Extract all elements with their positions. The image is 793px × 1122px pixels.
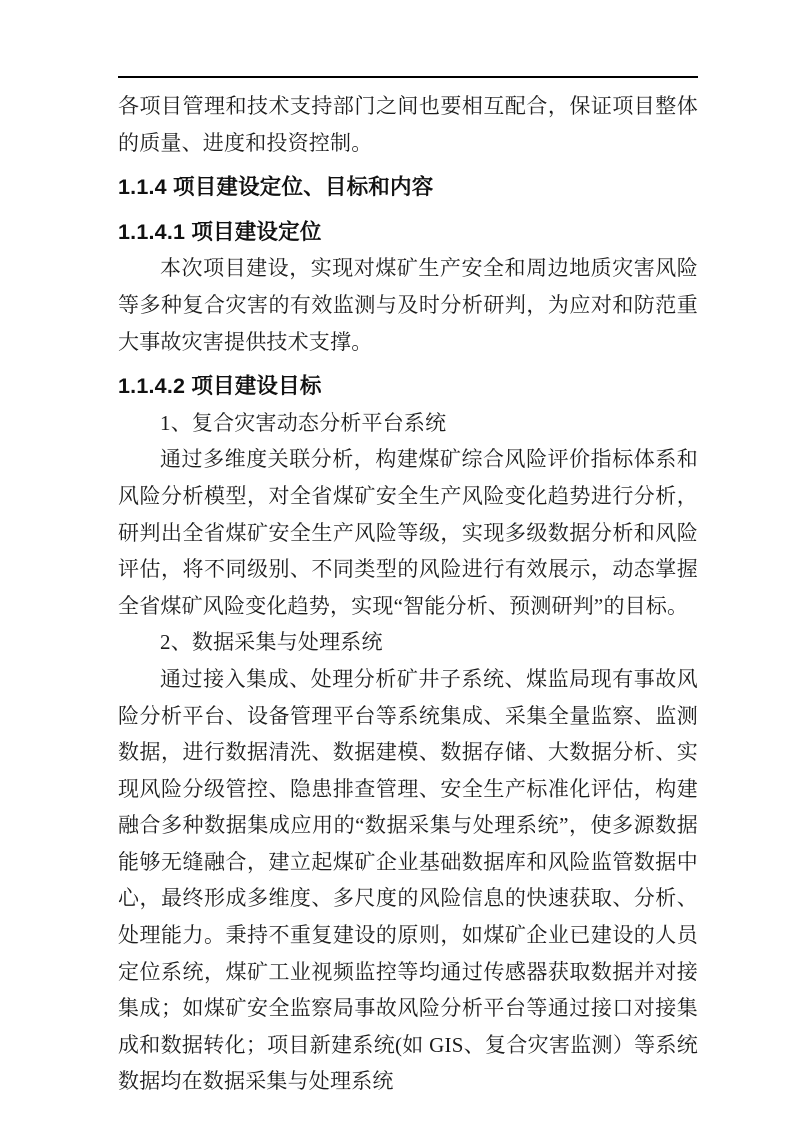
- list-item-2-title: 2、数据采集与处理系统: [160, 630, 383, 655]
- paragraph-goal-1-detail: 通过多维度关联分析，构建煤矿综合风险评价指标体系和风险分析模型，对全省煤矿安全生产风险变化趋势进行分析，研判出全省煤矿安全生产风险等级，实现多级数据分析和风险评估，将不同级别、不同类型的风险进行有效展示，动态掌握全省煤矿风险变化趋势，实现“智能分析、预测研判”的目标。: [118, 447, 698, 618]
- header-divider-rule: [118, 76, 698, 78]
- heading-1-1-4-2: 1.1.4.2 项目建设目标: [118, 374, 322, 399]
- paragraph-project-positioning: 本次项目建设，实现对煤矿生产安全和周边地质灾害风险等多种复合灾害的有效监测与及时分析研判，为应对和防范重大事故灾害提供技术支撑。: [118, 256, 698, 354]
- paragraph-continuation: 各项目管理和技术支持部门之间也要相互配合，保证项目整体的质量、进度和投资控制。: [118, 94, 698, 155]
- heading-1-1-4: 1.1.4 项目建设定位、目标和内容: [118, 175, 434, 200]
- list-item-1-title: 1、复合灾害动态分析平台系统: [160, 410, 447, 435]
- page-content: [118, 88, 698, 1100]
- heading-1-1-4-1: 1.1.4.1 项目建设定位: [118, 219, 322, 244]
- paragraph-goal-2-detail: 通过接入集成、处理分析矿井子系统、煤监局现有事故风险分析平台、设备管理平台等系统集成、采集全量监察、监测数据，进行数据清洗、数据建模、数据存储、大数据分析、实现风险分级管控、隐患排查管理、安全生产标准化评估，构建融合多种数据集成应用的“数据采集与处理系统”，使多源数据能够无缝融合，建立起煤矿企业基础数据库和风险监管数据中心，最终形成多维度、多尺度的风险信息的快速获取、分析、处理能力。秉持不重复建设的原则，如煤矿企业已建设的人员定位系统，煤矿工业视频监控等均通过传感器获取数据并对接集成；如煤矿安全监察局事故风险分析平台等通过接口对接集成和数据转化；项目新建系统(如 GIS、复合灾害监测）等系统数据均在数据采集与处理系统: [118, 666, 698, 1094]
